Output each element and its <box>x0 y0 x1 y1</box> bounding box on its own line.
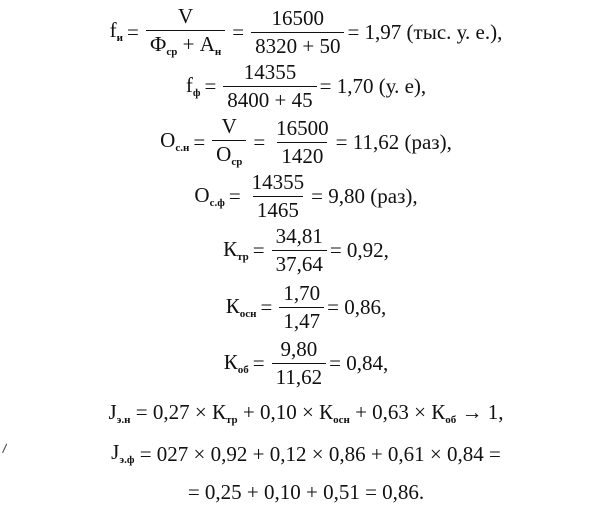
fraction-16500-over-1420: $\frac{16500}{1420}$ <box>276 115 329 168</box>
equation-j-n <box>0 402 612 426</box>
lhs-j-n: $J_{э.н}$ <box>108 400 131 426</box>
equation-j-f <box>0 442 612 466</box>
fraction-34-81-over-37-64: $\frac{34,81}{37,64}$ <box>272 226 327 275</box>
lhs-j-f: $J_{э.ф}$ <box>111 440 135 466</box>
fraction-14355-over-1465: $\frac{14355}{1465}$ <box>251 170 305 222</box>
lhs-o-sn: $О_{с.н}$ <box>160 128 190 154</box>
equation-f-n: $f_и$ = $\frac{V}{Ф_{ср} + А_н}$ = $\frac{16500}{8320 + 50}$ = 1,97 (тыс. у. е.), <box>109 4 503 58</box>
equation-o-sf: $О_{с.ф}$ = $\frac{14355}{1465}$ = 9,80 (раз), <box>194 170 418 222</box>
fraction-14355-over-8445: $\frac{14355}{8400 + 45}$ <box>223 62 316 111</box>
fraction-16500-over-8370: $\frac{16500}{8320 + 50}$ <box>251 8 344 57</box>
result-k-osn: = 0,86, <box>327 295 387 319</box>
rhs-j-f: = 027 × 0,92 + 0,12 × 0,86 + 0,61 × 0,84 = <box>139 441 501 466</box>
equation-k-tr: $К_{тр}$ = $\frac{34,81}{37,64}$ = 0,92, <box>223 224 389 276</box>
result-k-tr: = 0,92, <box>329 238 389 262</box>
equation-k-osn: $К_{осн}$ = $\frac{1,70}{1,47}$ = 0,86, <box>225 281 387 333</box>
lhs-o-sf: $О_{с.ф}$ <box>194 182 225 209</box>
total-line: = 0,25 + 0,10 + 0,51 = 0,86. <box>187 480 425 504</box>
fraction-1-70-over-1-47: $\frac{1,70}{1,47}$ <box>279 283 324 332</box>
lhs-k-osn: $К_{осн}$ <box>225 293 257 320</box>
fraction-v-over-f-plus-a: $\frac{V}{Ф_{ср} + А_н}$ <box>146 6 225 58</box>
result-f-n: = 1,97 (тыс. у. е.), <box>347 19 503 44</box>
rhs-j-n: = $0,27 \times К_{тр} + 0,10 \times К_{осн} + 0,63 \times К_{об} \to 1$, <box>135 400 504 426</box>
equation-k-ob: $К_{об}$ = $\frac{9,80}{11,62}$ = 0,84, <box>223 337 389 389</box>
result-k-ob: = 0,84, <box>329 351 389 375</box>
lhs-k-tr: $К_{тр}$ <box>223 236 249 263</box>
result-f-f: = 1,70 (у. е), <box>319 74 427 98</box>
fraction-v-over-o: $\frac{V}{О_{ср}}$ <box>212 116 246 168</box>
lhs-f-n: $f_и$ <box>109 18 123 44</box>
equation-f-f: $f_ф$ = $\frac{14355}{8400 + 45}$ = 1,70 (у. е), <box>185 60 427 112</box>
fraction-9-80-over-11-62: $\frac{9,80}{11,62}$ <box>272 339 326 388</box>
result-o-sn: = 11,62 (раз), <box>335 129 452 154</box>
lhs-k-ob: $К_{об}$ <box>223 349 249 376</box>
result-o-sf: = 9,80 (раз), <box>311 184 418 208</box>
lhs-f-f: $f_ф$ <box>185 72 201 99</box>
equation-o-sn: $О_{с.н}$ = $\frac{V}{О_{ср}}$ = $\frac{16500}{1420}$ = 11,62 (раз), <box>160 114 452 168</box>
equation-total <box>0 482 612 503</box>
